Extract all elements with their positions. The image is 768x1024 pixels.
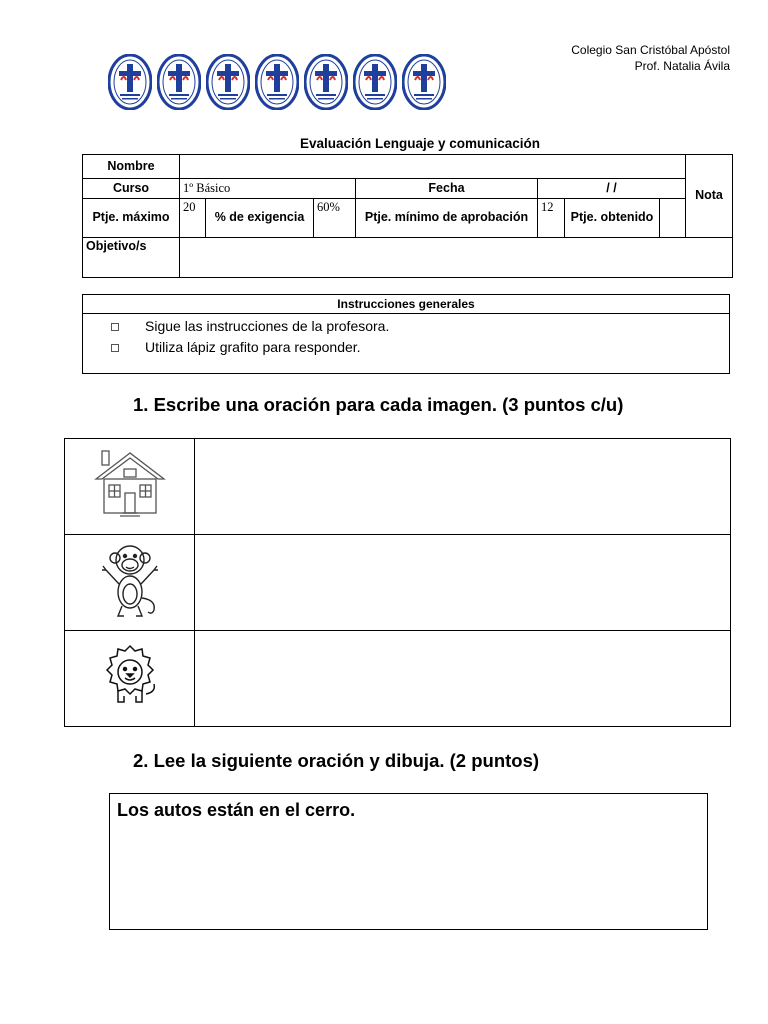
- monkey-answer-area[interactable]: [195, 535, 731, 631]
- ptje-maximo-value: 20: [180, 199, 206, 237]
- lion-image-cell: [65, 631, 195, 727]
- school-logo-3: [206, 54, 250, 110]
- checkbox-bullet-icon: [111, 323, 119, 331]
- ptje-obtenido-label: Ptje. obtenido: [565, 199, 660, 237]
- curso-value: 1º Básico: [180, 179, 356, 199]
- exigencia-value: 60%: [314, 199, 356, 237]
- school-logo-6: [353, 54, 397, 110]
- school-name: Colegio San Cristóbal Apóstol: [571, 43, 730, 57]
- objetivo-field[interactable]: [180, 237, 733, 277]
- house-image-cell: [65, 439, 195, 535]
- ptje-obtenido-field[interactable]: [660, 199, 686, 237]
- drawing-box[interactable]: [109, 793, 708, 930]
- monkey-image-cell: [65, 535, 195, 631]
- objetivo-label: Objetivo/s: [83, 237, 180, 277]
- lion-icon: [102, 644, 158, 708]
- teacher-name: Prof. Natalia Ávila: [634, 59, 730, 73]
- instruction-item: [83, 337, 729, 358]
- lion-answer-area[interactable]: [195, 631, 731, 727]
- school-logo-4: [255, 54, 299, 110]
- question-1-title: 1. Escribe una oración para cada imagen. (3 puntos c/u): [133, 394, 624, 415]
- nombre-label: Nombre: [83, 155, 180, 179]
- student-info-table: [82, 154, 733, 278]
- instruction-item: [83, 316, 729, 337]
- nota-label: Nota: [686, 155, 733, 238]
- fecha-label: Fecha: [356, 179, 538, 199]
- ptje-minimo-label: Ptje. mínimo de aprobación: [356, 199, 538, 237]
- monkey-icon: [98, 540, 162, 620]
- checkbox-bullet-icon: [111, 344, 119, 352]
- school-logos: [108, 54, 454, 116]
- exigencia-label: % de exigencia: [206, 199, 314, 237]
- nombre-field[interactable]: [180, 155, 686, 179]
- ptje-minimo-value: 12: [538, 199, 565, 237]
- instructions-box: [82, 294, 730, 374]
- fecha-field[interactable]: / /: [538, 179, 686, 199]
- curso-label: Curso: [83, 179, 180, 199]
- drawing-sentence: Los autos están en el cerro.: [117, 800, 356, 820]
- school-logo-5: [304, 54, 348, 110]
- school-header: [571, 42, 730, 74]
- question-1-table: [64, 438, 731, 727]
- ptje-maximo-label: Ptje. máximo: [83, 199, 180, 237]
- instructions-heading: Instrucciones generales: [83, 295, 729, 314]
- house-answer-area[interactable]: [195, 439, 731, 535]
- school-logo-1: [108, 54, 152, 110]
- instruction-text: Sigue las instrucciones de la profesora.: [145, 318, 390, 334]
- question-2-title: 2. Lee la siguiente oración y dibuja. (2 puntos): [133, 750, 540, 771]
- instruction-text: Utiliza lápiz grafito para responder.: [145, 339, 361, 355]
- school-logo-2: [157, 54, 201, 110]
- school-logo-7: [402, 54, 446, 110]
- page-title: Evaluación Lenguaje y comunicación: [299, 136, 541, 151]
- house-icon: [94, 449, 166, 519]
